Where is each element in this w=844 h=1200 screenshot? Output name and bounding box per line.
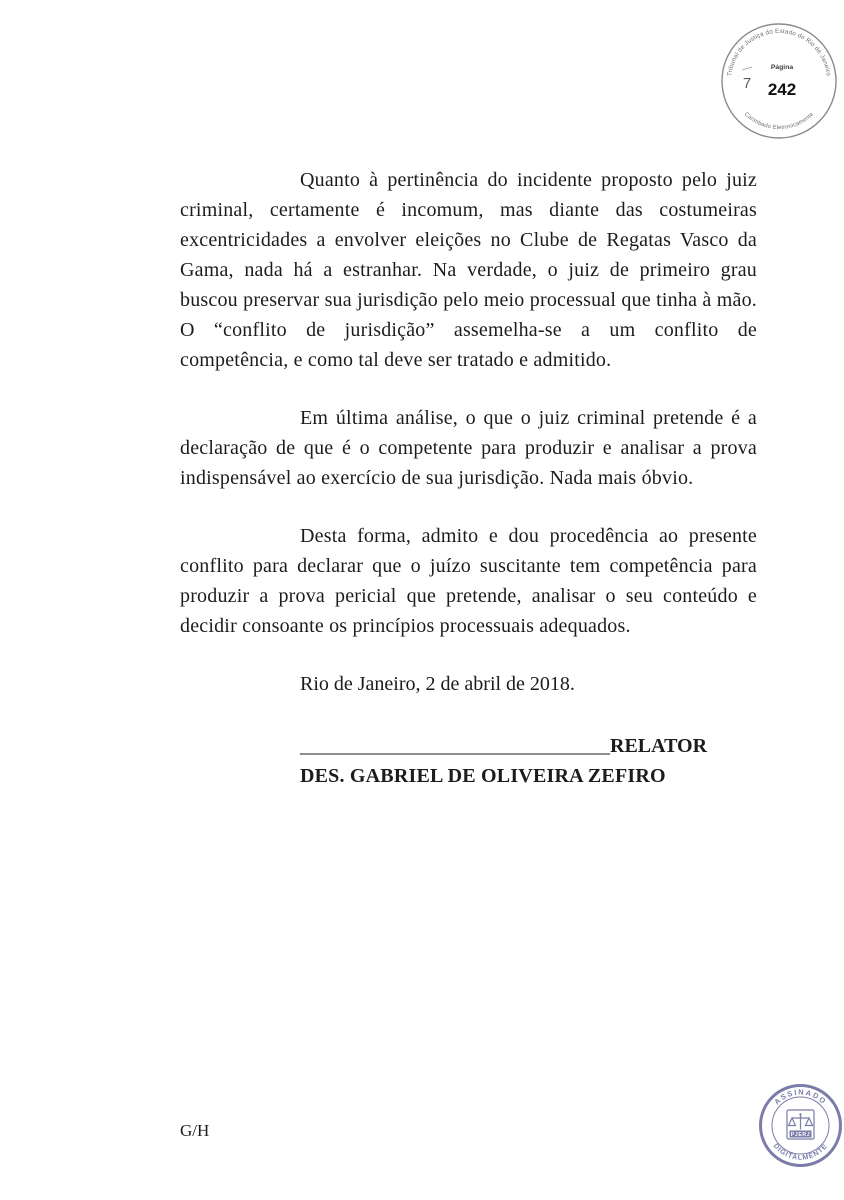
page-number-stamp (718, 20, 840, 142)
paragraph-3: Desta forma, admito e dou procedência ao presente conflito para declarar que o juízo suscitante tem competência para produzir a prova pericial que pretende, analisar o seu conteúdo e decidir consoante os princípios processuais adequados. (180, 525, 757, 637)
footer-initials: G/H (180, 1121, 210, 1140)
signature-block (300, 731, 757, 791)
seal-arc-top-text: ASSINADO (772, 1087, 829, 1107)
stamp-page-label: Página (770, 64, 794, 71)
paragraph-1: Quanto à pertinência do incidente proposto pelo juiz criminal, certamente é incomum, mas diante das costumeiras excentricidades a envolver eleições no Clube de Regatas Vasco da Gama, nada há a estranhar. Na verdade, o juiz de primeiro grau buscou preservar sua jurisdição pelo meio processual que tinha à mão. O “conflito de jurisdição” assemelha-se a um conflito de competência, e como tal deve ser tratado e admitido. (180, 169, 757, 371)
seal-arc-bottom-text: DIGITALMENTE (771, 1142, 830, 1162)
paragraph-2: Em última análise, o que o juiz criminal pretende é a declaração de que é o competente para produzir e analisar a prova indispensável ao exercício de sua jurisdição. Nada mais óbvio. (180, 407, 757, 489)
stamp-page-number: 242 (767, 80, 797, 99)
page-stamp-graphic (718, 20, 840, 142)
digital-signature-seal (757, 1082, 844, 1169)
document-body (180, 165, 757, 791)
stamp-arc-top-text: Tribunal de Justiça do Estado do Rio de Janeiro (726, 27, 832, 77)
date-line: Rio de Janeiro, 2 de abril de 2018. (300, 673, 575, 695)
signature-rule: _______________________________ (300, 735, 610, 757)
seal-emblem-text: PJERJ (790, 1132, 811, 1138)
signature-rule-line (300, 731, 757, 761)
signer-name: DES. GABRIEL DE OLIVEIRA ZEFIRO (300, 765, 666, 787)
stamp-arc-bottom-text: Carimbado Eletronicamente (742, 111, 816, 132)
stamp-side-number: 7 (742, 75, 752, 92)
signature-role: RELATOR (610, 735, 708, 757)
digital-seal-graphic (757, 1082, 844, 1169)
